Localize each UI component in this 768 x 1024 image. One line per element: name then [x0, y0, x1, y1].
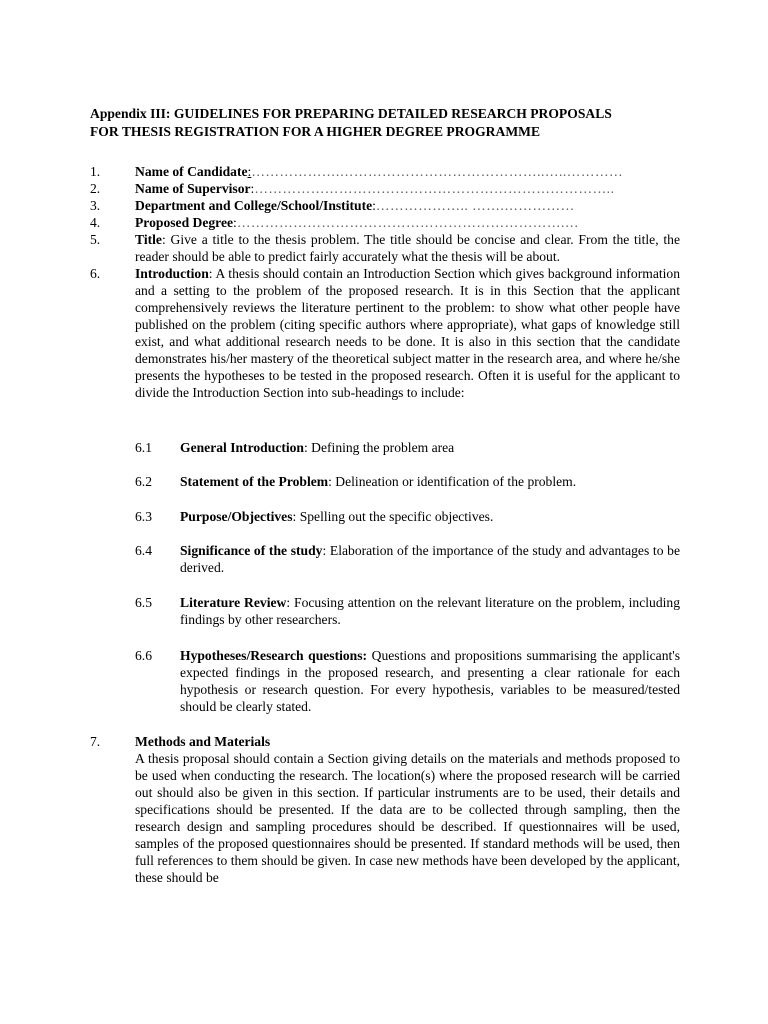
subitem-number: 6.4 [135, 543, 152, 558]
field-dots: ……………….. …….…………… [375, 198, 575, 213]
subitem-statement-of-problem [135, 473, 680, 490]
subitem-label: Significance of the study [180, 543, 323, 558]
subitem-text: : Elaboration of the importance of the study and advantages to be derived. [180, 543, 680, 575]
subitem-text: Questions and propositions summarising the applicant's expected findings in the proposed research, and presenting a clear rationale for each hypothesis or research question. For every hypothesis, variables to be measured/tested should be clearly stated. [180, 648, 681, 714]
subitem-text: : Defining the problem area [303, 440, 455, 455]
field-separator: : [233, 215, 237, 230]
subitem-literature-review [135, 594, 680, 628]
field-separator: : [372, 198, 376, 213]
subitem-general-introduction [135, 439, 680, 456]
item-number: 7. [90, 734, 101, 749]
heading-title-1: GUIDELINES FOR PREPARING DETAILED RESEARCH PROPOSALS [173, 106, 612, 121]
item-text: : Give a title to the thesis problem. The title should be concise and clear. From the title, the reader should be able to predict fairly accurately what the thesis will be about. [135, 232, 680, 264]
item-number: 5. [90, 232, 101, 247]
heading-line-1 [90, 105, 690, 123]
field-separator: : [247, 164, 252, 179]
field-dots: ……………….……………………………………..…..………… [251, 164, 624, 179]
field-separator: : [250, 181, 255, 196]
item-number: 1. [90, 164, 101, 179]
subitem-label: Hypotheses/Research questions: [180, 648, 368, 663]
field-label: Name of Supervisor [135, 181, 251, 196]
subitem-hypotheses [135, 647, 680, 715]
subitem-label: Statement of the Problem [180, 474, 329, 489]
field-label: Proposed Degree [135, 215, 234, 230]
subitem-label: Literature Review [180, 595, 287, 610]
heading-line-2: FOR THESIS REGISTRATION FOR A HIGHER DEGREE PROGRAMME [90, 124, 541, 139]
subitem-number: 6.2 [135, 474, 152, 489]
field-candidate [90, 163, 680, 180]
subitem-number: 6.3 [135, 509, 152, 524]
subitem-number: 6.1 [135, 440, 152, 455]
subitem-number: 6.6 [135, 648, 152, 663]
item-label: Methods and Materials [135, 734, 271, 749]
field-dots: …………………………………………………………….… [236, 215, 579, 230]
field-department [90, 197, 680, 214]
heading-prefix: Appendix III: [90, 106, 174, 121]
item-label: Title [135, 232, 162, 247]
field-dots: ………………………………………………………………….. [254, 181, 615, 196]
item-number: 2. [90, 181, 101, 196]
field-label: Name of Candidate [135, 164, 248, 179]
subitem-text: : Spelling out the specific objectives. [292, 509, 494, 524]
item-label: Introduction [135, 266, 209, 281]
field-supervisor [90, 180, 680, 197]
subitem-text: : Focusing attention on the relevant literature on the problem, including findings by other researchers. [180, 595, 680, 627]
subitem-purpose-objectives [135, 508, 680, 525]
field-proposed-degree [90, 214, 680, 231]
document-heading [90, 105, 690, 141]
item-number: 6. [90, 266, 101, 281]
item-introduction [90, 265, 680, 401]
subitem-label: General Introduction [180, 440, 304, 455]
item-number: 4. [90, 215, 101, 230]
subitem-significance [135, 542, 680, 576]
field-label: Department and College/School/Institute [135, 198, 373, 213]
item-text: : A thesis should contain an Introduction Section which gives background information and a setting to the problem of the proposed research. It is in this Section that the applicant comprehensively reviews the literature pertinent to the problem: to show what other people have published on the problem (citing specific authors where appropriate), what gaps of knowledge still exist, and what additional research needs to be done. It is also in this section that the candidate demonstrates his/her mastery of the theoretical subject matter in the research area, and where he/she presents the hypotheses to be tested in the proposed research. Often it is useful for the applicant to divide the Introduction Section into sub-headings to include: [135, 266, 680, 400]
subitem-text: : Delineation or identification of the problem. [328, 474, 577, 489]
item-methods-and-materials [90, 733, 680, 886]
item-text: A thesis proposal should contain a Section giving details on the materials and methods proposed to be used when conducting the research. The location(s) where the proposed research will be carried out should also be given in this section. If particular instruments are to be used, their details and specifications should be presented. If the data are to be collected through sampling, then the research design and sampling procedures should be described. If questionnaires will be used, samples of the proposed questionnaires should be presented. If standard methods will be used, then full references to them should be given. In case new methods have been developed by the applicant, these should be [135, 751, 680, 885]
subitem-label: Purpose/Objectives [180, 509, 293, 524]
item-title [90, 231, 680, 265]
item-number: 3. [90, 198, 101, 213]
subitem-number: 6.5 [135, 595, 152, 610]
